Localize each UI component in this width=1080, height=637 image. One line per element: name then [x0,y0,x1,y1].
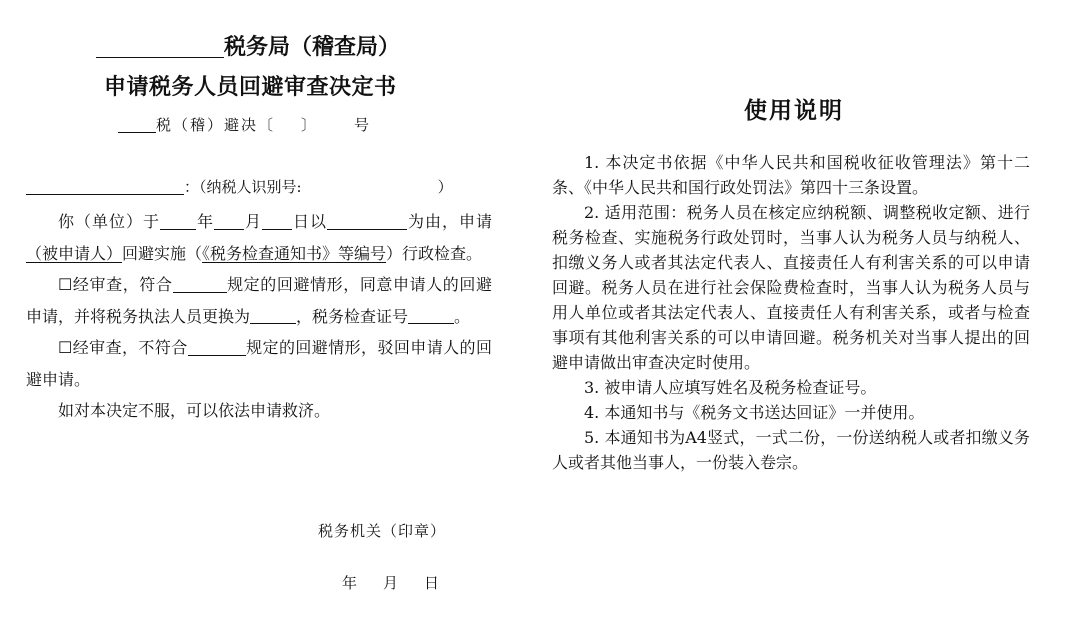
instructions-list [552,150,1030,475]
instructions-title: 使用说明 [744,97,844,124]
doc-number-label: 号 [354,116,372,134]
document-title-line1 [96,30,400,61]
decision-body [26,206,492,427]
document-number [118,114,371,135]
taxpayer-id-label: ：（纳税人识别号: [184,178,302,196]
doc-number-prefix-blank[interactable] [118,116,156,133]
tax-bureau-blank[interactable] [96,34,224,58]
paragraph-remedy: 如对本决定不服，可以依法申请救济。 [58,401,331,420]
approve-text: 规定的回避情形，同意申请人的回避申请，并将税务执法人员更换为 [26,275,492,326]
title-suffix: 税务局（稽查局） [224,34,401,60]
text-month: 月 [243,212,262,231]
text-reason: 为由， [406,212,459,231]
date-month: 月 [383,574,399,592]
instruction-item-5: 5. 本通知书为A4竖式，一式二份，一份送纳税人或者扣缴义务人或者其他当事人，一份装入卷宗。 [552,428,1030,472]
approve-rule-blank[interactable] [173,275,227,293]
reject-checkbox-text[interactable]: ☐经审查，不符合 [58,338,188,357]
text-end: ）行政检查。 [386,243,483,263]
instruction-item-1: 1. 本决定书依据《中华人民共和国税收征收管理法》第十二条、《中华人民共和国行政处罚法》第四十三条设置。 [552,153,1030,197]
cert-number-blank[interactable] [408,307,454,325]
cert-text: ，税务检查证号 [296,306,409,326]
notice-number-field: 《税务检查通知书》等编号 [202,243,387,263]
text-day-by: 日以 [291,212,327,231]
date-day: 日 [424,574,440,592]
taxpayer-name-blank[interactable] [26,178,184,195]
month-blank[interactable] [214,212,244,230]
text-you: 你（单位）于 [58,212,160,231]
reject-text: 规定的回避情形，驳回申请人的回避申请。 [26,338,492,389]
signature-date [342,572,439,593]
reason-blank[interactable] [327,212,407,230]
approve-end: 。 [454,306,471,326]
tax-authority-seal: 税务机关（印章） [318,522,447,540]
doc-number-prefix: 税（稽）避决〔 [156,116,276,134]
approve-checkbox-text[interactable]: ☐经审查，符合 [58,275,173,294]
paragraph-approve [26,269,492,332]
taxpayer-close: ） [437,178,453,196]
document-title-line2: 申请税务人员回避审查决定书 [104,74,397,100]
paragraph-application [26,206,492,269]
date-year: 年 [342,574,358,592]
text-apply: 申请 [458,212,492,231]
paragraph-reject [26,332,492,395]
taxpayer-line [26,176,453,197]
day-blank[interactable] [262,212,292,230]
text-avoid: 回避实施（ [122,243,203,263]
instruction-item-4: 4. 本通知书与《税务文书送达回证》一并使用。 [584,403,925,422]
respondent-field: （被申请人） [26,243,123,263]
instruction-item-3: 3. 被申请人应填写姓名及税务检查证号。 [584,378,877,397]
decision-document [0,0,520,637]
replacement-officer-blank[interactable] [250,307,296,325]
year-blank[interactable] [160,212,196,230]
doc-number-suffix: 〕 [301,116,319,134]
instruction-item-2: 2. 适用范围：税务人员在核定应纳税额、调整税收定额、进行税务检查、实施税务行政处罚时，当事人认为税务人员与纳税人、扣缴义务人或者其法定代表人、直接责任人有利害关系的可以申请回避。税务人员在进行社会保险费检查时，当事人认为税务人员与用人单位或者其法定代表人、直接责任人有利害关系，或者与检查事项有其他利害关系的可以申请回避。税务机关对当事人提出的回避申请做出审查决定时使用。 [552,203,1030,372]
text-year: 年 [195,212,214,231]
reject-rule-blank[interactable] [188,338,246,356]
